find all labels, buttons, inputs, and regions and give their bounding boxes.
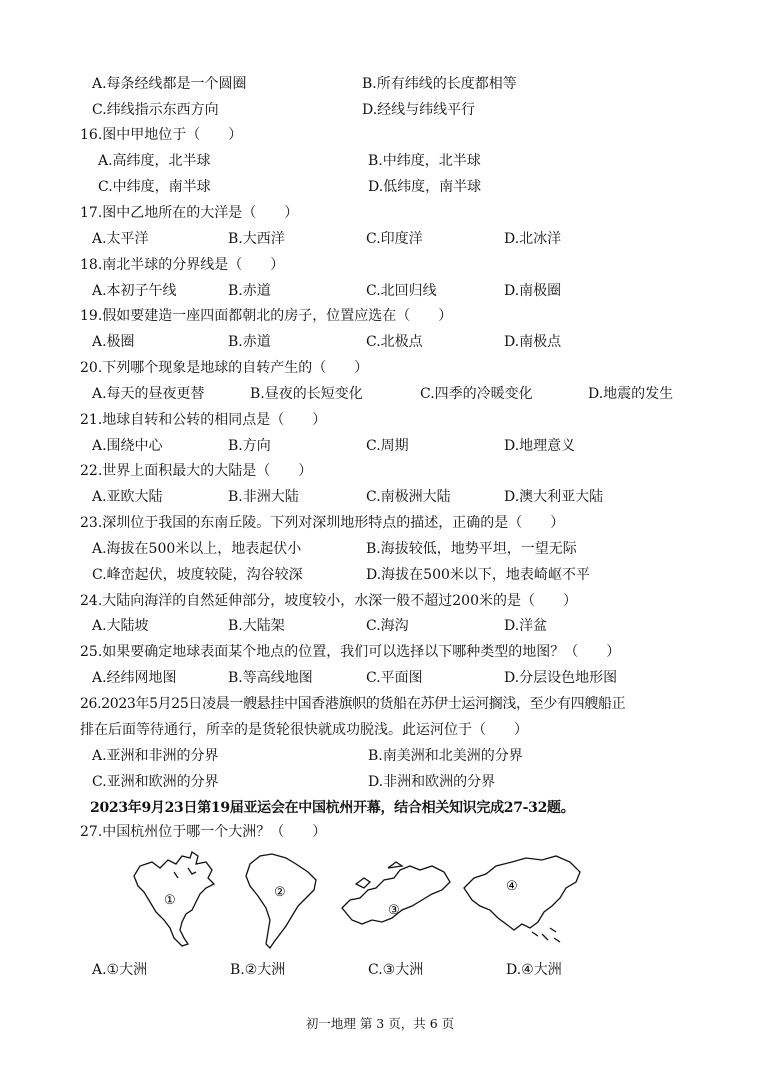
q17-stem: 17.图中乙地所在的大洋是（ ）	[80, 205, 299, 221]
q23-option-c: C.峰峦起伏，坡度较陡，沟谷较深	[92, 567, 303, 583]
q17-option-a: A.太平洋	[92, 231, 149, 247]
q22-option-a: A.亚欧大陆	[92, 489, 163, 505]
continent-map-europe	[336, 848, 456, 948]
q16-options-row1	[80, 149, 700, 173]
q20-option-c: C.四季的冷暖变化	[420, 386, 533, 402]
q22-option-b: B.非洲大陆	[228, 489, 299, 505]
q15-options-row2	[80, 98, 700, 122]
asia-islands	[532, 928, 560, 942]
q18-option-b: B.赤道	[228, 283, 271, 299]
q27-option-d: D.④大洲	[506, 962, 562, 978]
q26-options-row2	[80, 770, 700, 794]
q22-options	[80, 485, 700, 509]
q24-option-d: D.洋盆	[504, 618, 548, 634]
q24-option-a: A.大陆坡	[92, 618, 149, 634]
q16-stem: 16.图中甲地位于（ ）	[80, 127, 243, 143]
q24-option-b: B.大陆架	[228, 618, 285, 634]
q19-option-b: B.赤道	[228, 334, 271, 350]
q26-options-row1	[80, 744, 700, 768]
q26-option-d: D.非洲和欧洲的分界	[368, 774, 496, 790]
q21-stem: 21.地球自转和公转的相同点是（ ）	[80, 412, 327, 428]
q25-option-c: C.平面图	[366, 670, 423, 686]
q15-option-d: D.经线与纬线平行	[362, 102, 476, 118]
q16-option-b: B.中纬度，北半球	[368, 153, 481, 169]
q25-option-a: A.经纬网地图	[92, 670, 177, 686]
q26-stem-line1: 26.2023年5月25日凌晨一艘悬挂中国香港旗帜的货船在苏伊士运河搁浅，至少有四艘船正	[80, 696, 626, 712]
q26-option-c: C.亚洲和欧洲的分界	[92, 774, 219, 790]
q19-stem: 19.假如要建造一座四面都朝北的房子，位置应选在（ ）	[80, 308, 453, 324]
q15-option-b: B.所有纬线的长度都相等	[362, 76, 517, 92]
q21-option-c: C.周期	[366, 438, 409, 454]
q16-option-c: C.中纬度，南半球	[98, 179, 211, 195]
q18-stem: 18.南北半球的分界线是（ ）	[80, 257, 285, 273]
q15-options-row1	[80, 72, 700, 96]
q23-stem: 23.深圳位于我国的东南丘陵。下列对深圳地形特点的描述，正确的是（ ）	[80, 515, 565, 531]
section-intro: 2023年9月23日第19届亚运会在中国杭州开幕，结合相关知识完成27-32题。	[90, 800, 575, 816]
q27-option-c: C.③大洲	[368, 962, 424, 978]
q16-options-row2	[80, 175, 700, 199]
q23-option-b: B.海拔较低，地势平坦，一望无际	[366, 541, 577, 557]
map-label-3: ③	[388, 903, 400, 918]
q18-option-d: D.南极圈	[504, 283, 562, 299]
map-label-2: ②	[274, 885, 286, 900]
map-label-4: ④	[506, 879, 518, 894]
page-footer: 初一地理 第 3 页，共 6 页	[305, 1016, 455, 1031]
q27-options	[80, 958, 700, 982]
q25-options	[80, 666, 700, 690]
q15-option-a: A.每条经线都是一个圆圈	[92, 76, 247, 92]
q21-option-d: D.地理意义	[504, 438, 576, 454]
q23-options-row1	[80, 537, 700, 561]
continent-map-north-america	[126, 848, 236, 954]
q21-option-b: B.方向	[228, 438, 271, 454]
q24-options	[80, 614, 700, 638]
q19-option-c: C.北极点	[366, 334, 423, 350]
q19-option-a: A.极圈	[92, 334, 135, 350]
q17-option-d: D.北冰洋	[504, 231, 562, 247]
q19-options	[80, 330, 700, 354]
q25-option-d: D.分层设色地形图	[504, 670, 618, 686]
q27-option-a: A.①大洲	[92, 962, 148, 978]
q15-option-c: C.纬线指示东西方向	[92, 102, 219, 118]
q17-options	[80, 227, 700, 251]
q21-options	[80, 434, 700, 458]
q25-stem: 25.如果要确定地球表面某个地点的位置，我们可以选择以下哪种类型的地图？（ ）	[80, 644, 621, 660]
q18-option-c: C.北回归线	[366, 283, 437, 299]
q23-options-row2	[80, 563, 700, 587]
q17-option-c: C.印度洋	[366, 231, 423, 247]
q27-stem: 27.中国杭州位于哪一个大洲？（ ）	[80, 824, 327, 840]
q22-option-c: C.南极洲大陆	[366, 489, 451, 505]
continent-map-asia	[456, 848, 586, 954]
north-america-coast-detail	[174, 868, 196, 878]
q22-stem: 22.世界上面积最大的大陆是（ ）	[80, 463, 313, 479]
q21-option-a: A.围绕中心	[92, 438, 163, 454]
q20-option-d: D.地震的发生	[588, 386, 674, 402]
q20-stem: 20.下列哪个现象是地球的自转产生的（ ）	[80, 360, 369, 376]
q16-option-d: D.低纬度，南半球	[368, 179, 482, 195]
q16-option-a: A.高纬度，北半球	[98, 153, 211, 169]
q25-option-b: B.等高线地图	[228, 670, 313, 686]
q24-stem: 24.大陆向海洋的自然延伸部分，坡度较小，水深一般不超过200米的是（ ）	[80, 593, 577, 609]
q20-option-a: A.每天的昼夜更替	[92, 386, 205, 402]
q26-stem-line2: 排在后面等待通行，所幸的是货轮很快就成功脱浅。此运河位于（ ）	[80, 722, 528, 738]
continent-map-south-america	[236, 848, 330, 954]
q17-option-b: B.大西洋	[228, 231, 285, 247]
q22-option-d: D.澳大利亚大陆	[504, 489, 604, 505]
q26-option-a: A.亚洲和非洲的分界	[92, 748, 219, 764]
q19-option-d: D.南极点	[504, 334, 562, 350]
q20-option-b: B.昼夜的长短变化	[250, 386, 363, 402]
q23-option-d: D.海拔在500米以下，地表崎岖不平	[366, 567, 590, 583]
map-label-1: ①	[164, 893, 176, 908]
q18-options	[80, 279, 700, 303]
q18-option-a: A.本初子午线	[92, 283, 177, 299]
q20-options	[80, 382, 700, 406]
asia-outline	[464, 856, 580, 930]
q27-option-b: B.②大洲	[230, 962, 286, 978]
q24-option-c: C.海沟	[366, 618, 409, 634]
q23-option-a: A.海拔在500米以上，地表起伏小	[92, 541, 302, 557]
q26-option-b: B.南美洲和北美洲的分界	[368, 748, 523, 764]
south-america-outline	[246, 854, 316, 948]
